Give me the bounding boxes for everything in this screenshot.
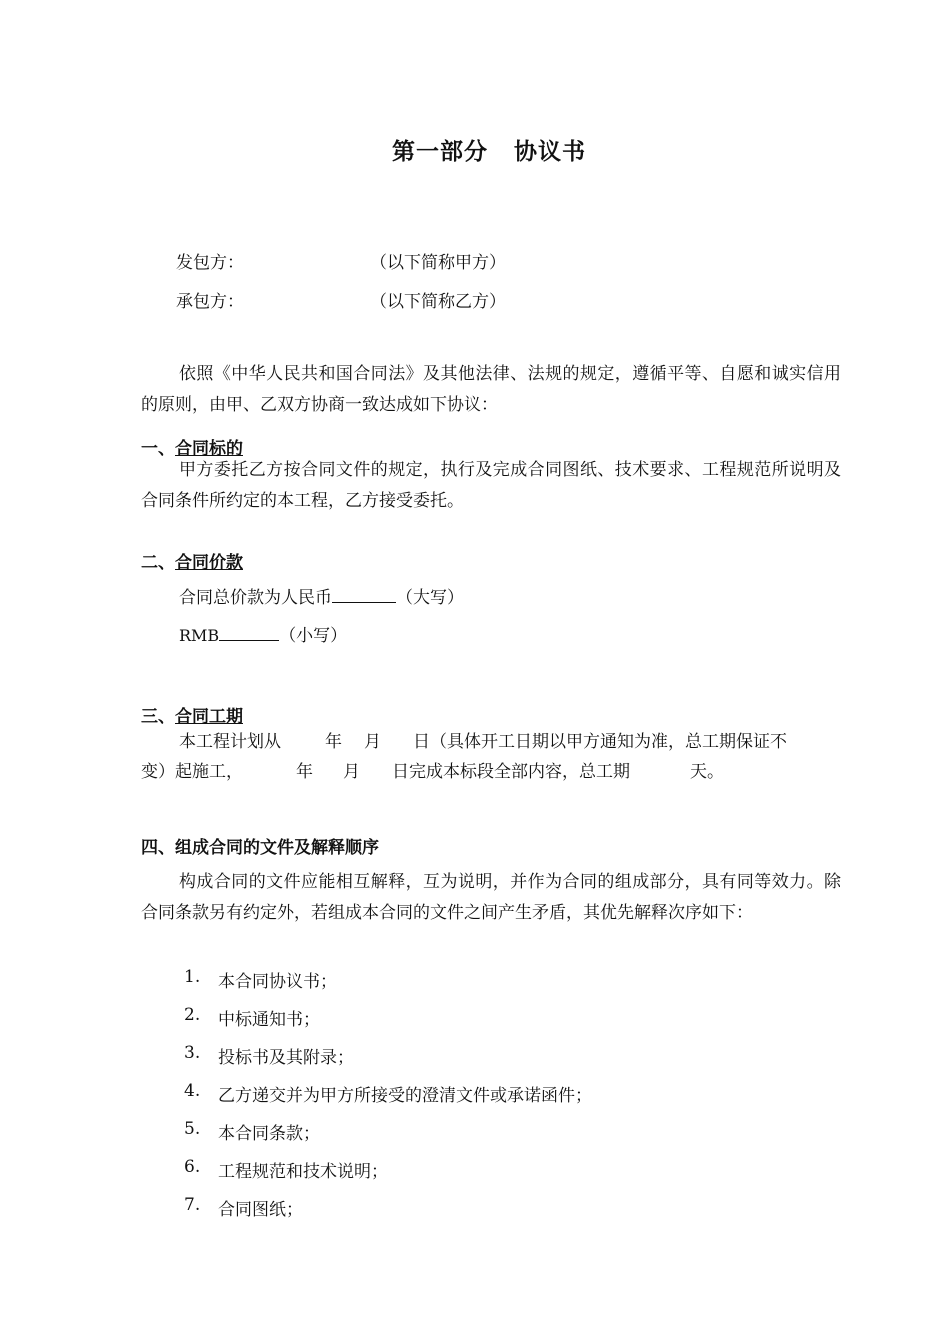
- price-lowercase-suffix: （小写）: [279, 626, 348, 646]
- section-2-heading: [141, 548, 243, 573]
- page-title: [0, 133, 950, 166]
- price-uppercase-blank: [332, 585, 396, 603]
- section-3-number: 三、: [141, 707, 175, 727]
- employer-note: （以下简称甲方）: [370, 253, 506, 273]
- list-item-number: 4.: [184, 1081, 201, 1101]
- section-1-number: 一、: [141, 439, 175, 459]
- section-3-heading: [141, 702, 243, 727]
- contract-price-lowercase-line: [179, 621, 347, 646]
- contractor-note: （以下简称乙方）: [370, 292, 506, 312]
- section-2-number: 二、: [141, 553, 175, 573]
- schedule-text-i: 天。: [690, 762, 724, 782]
- price-uppercase-suffix: （大写）: [396, 588, 464, 608]
- list-item-text: 乙方递交并为甲方所接受的澄清文件或承诺函件；: [218, 1086, 592, 1106]
- list-item-number: 2.: [184, 1005, 201, 1025]
- list-item-number: 3.: [184, 1043, 201, 1063]
- list-item-number: 1.: [184, 967, 201, 987]
- section-1-body: 甲方委托乙方按合同文件的规定，执行及完成合同图纸、技术要求、工程规范所说明及合同条件所约定的本工程，乙方接受委托。: [141, 460, 841, 511]
- section-4-body: 构成合同的文件应能相互解释，互为说明，并作为合同的组成部分，具有同等效力。除合同条款另有约定外，若组成本合同的文件之间产生矛盾，其优先解释次序如下：: [141, 872, 841, 923]
- list-item-text: 中标通知书；: [218, 1010, 320, 1030]
- schedule-text-e: 变）起施工，: [141, 762, 243, 782]
- price-lowercase-prefix: RMB: [179, 626, 220, 645]
- intro-paragraph: 依照《中华人民共和国合同法》及其他法律、法规的规定，遵循平等、自愿和诚实信用的原则，由甲、乙双方协商一致达成如下协议：: [141, 364, 841, 415]
- section-2-title: 合同价款: [175, 553, 243, 573]
- list-item-text: 合同图纸；: [218, 1200, 303, 1220]
- price-uppercase-prefix: 合同总价款为人民币: [179, 588, 332, 608]
- price-lowercase-blank: [219, 623, 279, 641]
- schedule-text-f: 年: [296, 762, 313, 782]
- title-part: 第一部分: [392, 138, 488, 165]
- contract-price-uppercase-line: [179, 583, 464, 608]
- list-item-number: 7.: [184, 1195, 201, 1215]
- title-name: 协议书: [514, 138, 586, 165]
- schedule-text-c: 月: [364, 732, 381, 752]
- list-item-text: 本合同条款；: [218, 1124, 320, 1144]
- section-4-heading: 四、组成合同的文件及解释顺序: [141, 838, 379, 858]
- schedule-text-g: 月: [343, 762, 360, 782]
- schedule-text-a: 本工程计划从: [179, 732, 281, 752]
- list-item-text: 工程规范和技术说明；: [218, 1162, 388, 1182]
- list-item-text: 投标书及其附录；: [218, 1048, 354, 1068]
- schedule-text-d: 日（具体开工日期以甲方通知为准，总工期保证不: [413, 732, 787, 752]
- section-3-title: 合同工期: [175, 707, 243, 727]
- schedule-text-b: 年: [325, 732, 342, 752]
- list-item-text: 本合同协议书；: [218, 972, 337, 992]
- list-item-number: 6.: [184, 1157, 201, 1177]
- section-1-title: 合同标的: [175, 439, 243, 459]
- contractor-label: 承包方：: [176, 292, 244, 312]
- employer-label: 发包方：: [176, 253, 244, 273]
- schedule-text-h: 日完成本标段全部内容，总工期: [392, 762, 630, 782]
- list-item-number: 5.: [184, 1119, 201, 1139]
